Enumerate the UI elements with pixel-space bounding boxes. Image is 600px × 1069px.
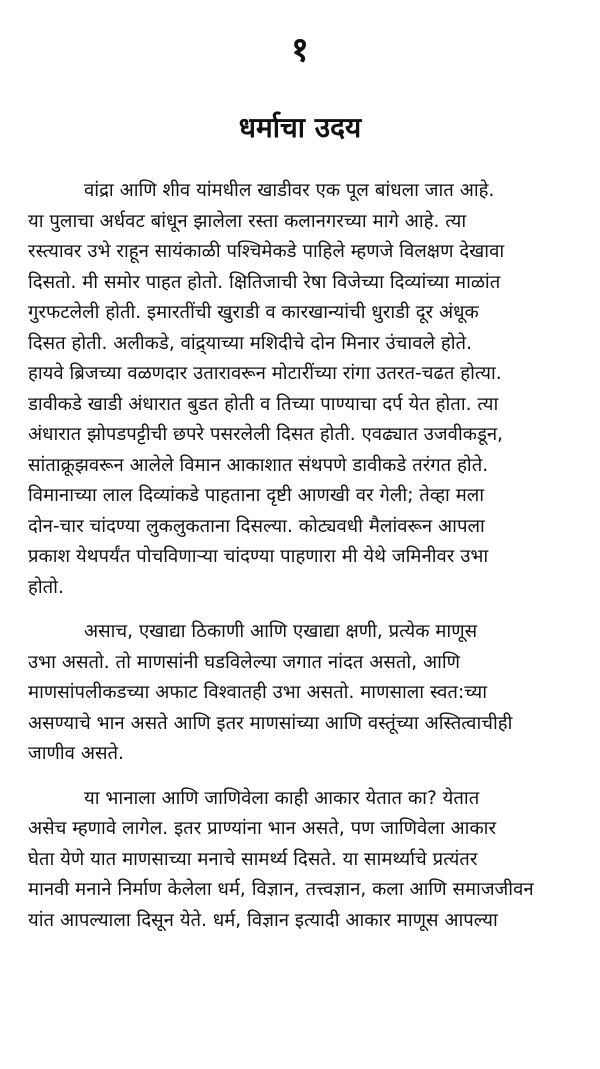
text-line: विमानाच्या लाल दिव्यांकडे पाहताना दृष्टी आणखी वर गेली; तेव्हा मला	[28, 485, 485, 506]
text-line: अंधारात झोपडपट्टीची छपरे पसरलेली दिसत होती. एवढ्यात उजवीकडून,	[28, 424, 503, 445]
text-line: गुरफटलेली होती. इमारतींची खुराडी व कारखान्यांची धुराडी दूर अंधूक	[28, 302, 479, 323]
text-line: डावीकडे खाडी अंधारात बुडत होती व तिच्या पाण्याचा दर्प येत होता. त्या	[28, 393, 499, 415]
text-line: या पुलाचा अर्धवट बांधून झालेला रस्ता कलानगरच्या मागे आहे. त्या	[28, 210, 467, 232]
chapter-number: १	[291, 30, 309, 70]
text-line: या भानाला आणि जाणिवेला काही आकार येतात का? येतात	[84, 787, 480, 809]
paragraph-3	[28, 784, 580, 937]
text-line: माणसांपलीकडच्या अफाट विश्वातही उभा असतो. माणसाला स्वत:च्या	[28, 682, 488, 703]
text-line: मानवी मनाने निर्माण केलेला धर्म, विज्ञान, तत्त्वज्ञान, कला आणि समाजजीवन	[28, 879, 534, 900]
text-line: होतो.	[28, 576, 64, 598]
text-line: हायवे ब्रिजच्या वळणदार उतारावरून मोटारींच्या रांगा उतरत-चढत होत्या.	[28, 363, 502, 384]
text-line: वांद्रा आणि शीव यांमधील खाडीवर एक पूल बांधला जात आहे.	[84, 180, 495, 201]
paragraph-2	[28, 617, 580, 770]
chapter-title: धर्माचा उदय	[238, 111, 362, 144]
text-line: घेता येणे यात माणसाच्या मनाचे सामर्थ्य दिसते. या सामर्थ्याचे प्रत्यंतर	[28, 848, 478, 870]
paragraph-1	[28, 176, 580, 603]
text-line: असण्याचे भान असते आणि इतर माणसांच्या आणि वस्तूंच्या अस्तित्वाचीही	[28, 712, 513, 734]
text-line: दोन-चार चांदण्या लुकलुकताना दिसल्या. कोट्यवधी मैलांवरून आपला	[28, 515, 485, 537]
text-line: उभा असतो. तो माणसांनी घडविलेल्या जगात नांदत असतो, आणि	[28, 651, 461, 673]
text-line: दिसतो. मी समोर पाहत होतो. क्षितिजाची रेषा विजेच्या दिव्यांच्या माळांत	[28, 271, 501, 293]
text-line: सांताक्रूझवरून आलेले विमान आकाशात संथपणे डावीकडे तरंगत होते.	[28, 454, 489, 476]
body-text	[28, 176, 580, 936]
text-line: यांत आपल्याला दिसून येते. धर्म, विज्ञान इत्यादी आकार माणूस आपल्या	[28, 909, 498, 931]
text-line: प्रकाश येथपर्यंत पोचविणाऱ्या चांदण्या पाहणारा मी येथे जमिनीवर उभा	[28, 546, 489, 567]
text-line: रस्त्यावर उभे राहून सायंकाळी पश्चिमेकडे पाहिले म्हणजे विलक्षण देखावा	[28, 241, 505, 262]
text-line: दिसत होती. अलीकडे, वांद्र्याच्या मशिदीचे दोन मिनार उंचावले होते.	[28, 332, 472, 354]
text-line: असाच, एखाद्या ठिकाणी आणि एखाद्या क्षणी, प्रत्येक माणूस	[84, 621, 478, 642]
text-line: जाणीव असते.	[28, 743, 124, 764]
text-line: असेच म्हणावे लागेल. इतर प्राण्यांना भान असते, पण जाणिवेला आकार	[28, 818, 497, 839]
